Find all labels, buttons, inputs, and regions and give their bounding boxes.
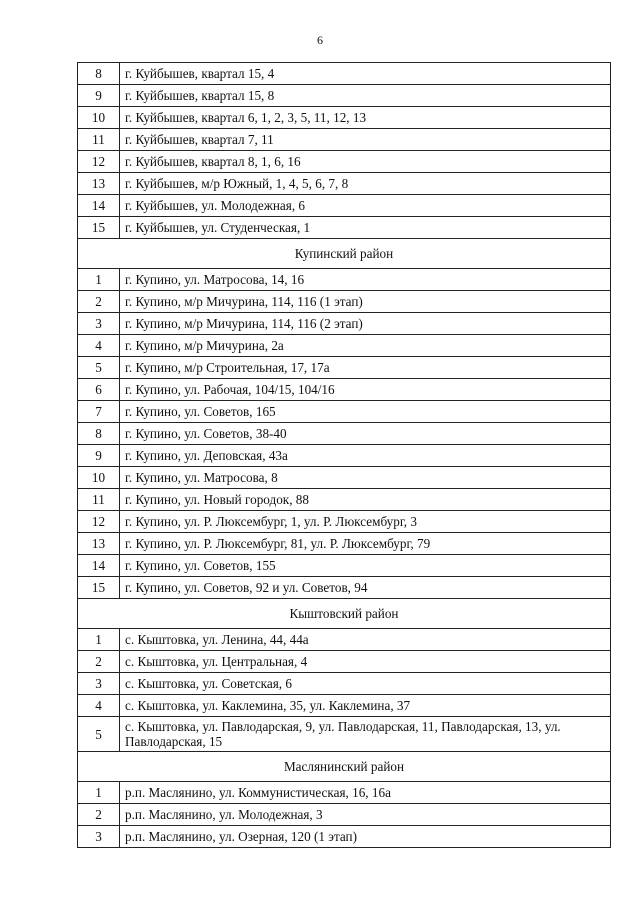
row-address: г. Купино, м/р Мичурина, 114, 116 (2 этап) xyxy=(120,313,611,335)
table-row xyxy=(78,401,611,423)
table-row xyxy=(78,467,611,489)
row-address: г. Куйбышев, квартал 15, 4 xyxy=(120,63,611,85)
address-table-body xyxy=(78,63,611,848)
table-row xyxy=(78,379,611,401)
table-row xyxy=(78,129,611,151)
row-address: г. Купино, ул. Р. Люксембург, 81, ул. Р. Люксембург, 79 xyxy=(120,533,611,555)
row-number: 11 xyxy=(78,129,120,151)
address-table xyxy=(77,62,611,848)
table-row xyxy=(78,423,611,445)
table-row xyxy=(78,717,611,752)
row-number: 13 xyxy=(78,173,120,195)
row-address: г. Куйбышев, квартал 6, 1, 2, 3, 5, 11, 12, 13 xyxy=(120,107,611,129)
table-row xyxy=(78,151,611,173)
district-header-row xyxy=(78,752,611,782)
row-address: г. Купино, м/р Мичурина, 2а xyxy=(120,335,611,357)
table-row xyxy=(78,291,611,313)
row-number: 4 xyxy=(78,695,120,717)
table-row xyxy=(78,804,611,826)
row-number: 14 xyxy=(78,195,120,217)
district-title: Кыштовский район xyxy=(78,599,611,629)
row-address: г. Купино, ул. Советов, 155 xyxy=(120,555,611,577)
row-address: г. Куйбышев, квартал 8, 1, 6, 16 xyxy=(120,151,611,173)
row-number: 5 xyxy=(78,357,120,379)
row-number: 1 xyxy=(78,629,120,651)
table-row xyxy=(78,577,611,599)
table-row xyxy=(78,695,611,717)
row-number: 15 xyxy=(78,577,120,599)
row-number: 15 xyxy=(78,217,120,239)
row-address: г. Куйбышев, ул. Студенческая, 1 xyxy=(120,217,611,239)
row-address: г. Купино, м/р Строительная, 17, 17а xyxy=(120,357,611,379)
row-address: с. Кыштовка, ул. Центральная, 4 xyxy=(120,651,611,673)
table-row xyxy=(78,217,611,239)
row-address: г. Купино, ул. Матросова, 14, 16 xyxy=(120,269,611,291)
row-number: 8 xyxy=(78,423,120,445)
table-row xyxy=(78,826,611,848)
table-row xyxy=(78,195,611,217)
row-number: 1 xyxy=(78,269,120,291)
row-number: 6 xyxy=(78,379,120,401)
row-number: 12 xyxy=(78,151,120,173)
table-row xyxy=(78,673,611,695)
table-row xyxy=(78,269,611,291)
row-address: г. Куйбышев, м/р Южный, 1, 4, 5, 6, 7, 8 xyxy=(120,173,611,195)
table-row xyxy=(78,511,611,533)
row-number: 10 xyxy=(78,467,120,489)
row-address: г. Купино, ул. Матросова, 8 xyxy=(120,467,611,489)
row-address: г. Купино, ул. Советов, 165 xyxy=(120,401,611,423)
row-address: с. Кыштовка, ул. Павлодарская, 9, ул. Павлодарская, 11, Павлодарская, 13, ул. Павлодарская, 15 xyxy=(120,717,611,752)
district-title: Купинский район xyxy=(78,239,611,269)
row-address: г. Купино, м/р Мичурина, 114, 116 (1 этап) xyxy=(120,291,611,313)
row-number: 10 xyxy=(78,107,120,129)
row-number: 8 xyxy=(78,63,120,85)
table-row xyxy=(78,651,611,673)
table-row xyxy=(78,85,611,107)
row-number: 3 xyxy=(78,673,120,695)
row-number: 9 xyxy=(78,85,120,107)
row-address: г. Купино, ул. Деповская, 43а xyxy=(120,445,611,467)
row-address: г. Купино, ул. Новый городок, 88 xyxy=(120,489,611,511)
table-row xyxy=(78,335,611,357)
table-row xyxy=(78,173,611,195)
table-row xyxy=(78,533,611,555)
row-number: 2 xyxy=(78,804,120,826)
row-number: 4 xyxy=(78,335,120,357)
row-number: 9 xyxy=(78,445,120,467)
row-number: 2 xyxy=(78,291,120,313)
table-row xyxy=(78,357,611,379)
row-number: 2 xyxy=(78,651,120,673)
row-number: 7 xyxy=(78,401,120,423)
row-address: г. Купино, ул. Советов, 38-40 xyxy=(120,423,611,445)
row-number: 12 xyxy=(78,511,120,533)
table-row xyxy=(78,629,611,651)
row-number: 11 xyxy=(78,489,120,511)
table-row xyxy=(78,555,611,577)
table-row xyxy=(78,63,611,85)
row-number: 1 xyxy=(78,782,120,804)
row-address: р.п. Маслянино, ул. Озерная, 120 (1 этап) xyxy=(120,826,611,848)
table-row xyxy=(78,445,611,467)
page-number: 6 xyxy=(317,33,323,47)
row-address: с. Кыштовка, ул. Ленина, 44, 44а xyxy=(120,629,611,651)
row-number: 3 xyxy=(78,313,120,335)
table-row xyxy=(78,313,611,335)
row-address: г. Купино, ул. Рабочая, 104/15, 104/16 xyxy=(120,379,611,401)
row-address: г. Куйбышев, ул. Молодежная, 6 xyxy=(120,195,611,217)
row-number: 13 xyxy=(78,533,120,555)
row-number: 5 xyxy=(78,717,120,752)
row-address: с. Кыштовка, ул. Советская, 6 xyxy=(120,673,611,695)
district-title: Маслянинский район xyxy=(78,752,611,782)
row-number: 14 xyxy=(78,555,120,577)
row-address: г. Куйбышев, квартал 7, 11 xyxy=(120,129,611,151)
district-header-row xyxy=(78,239,611,269)
row-address: г. Куйбышев, квартал 15, 8 xyxy=(120,85,611,107)
district-header-row xyxy=(78,599,611,629)
table-row xyxy=(78,489,611,511)
row-address: г. Купино, ул. Советов, 92 и ул. Советов, 94 xyxy=(120,577,611,599)
row-address: р.п. Маслянино, ул. Коммунистическая, 16, 16а xyxy=(120,782,611,804)
row-address: г. Купино, ул. Р. Люксембург, 1, ул. Р. Люксембург, 3 xyxy=(120,511,611,533)
row-address: с. Кыштовка, ул. Каклемина, 35, ул. Каклемина, 37 xyxy=(120,695,611,717)
row-number: 3 xyxy=(78,826,120,848)
row-address: р.п. Маслянино, ул. Молодежная, 3 xyxy=(120,804,611,826)
table-row xyxy=(78,782,611,804)
table-row xyxy=(78,107,611,129)
